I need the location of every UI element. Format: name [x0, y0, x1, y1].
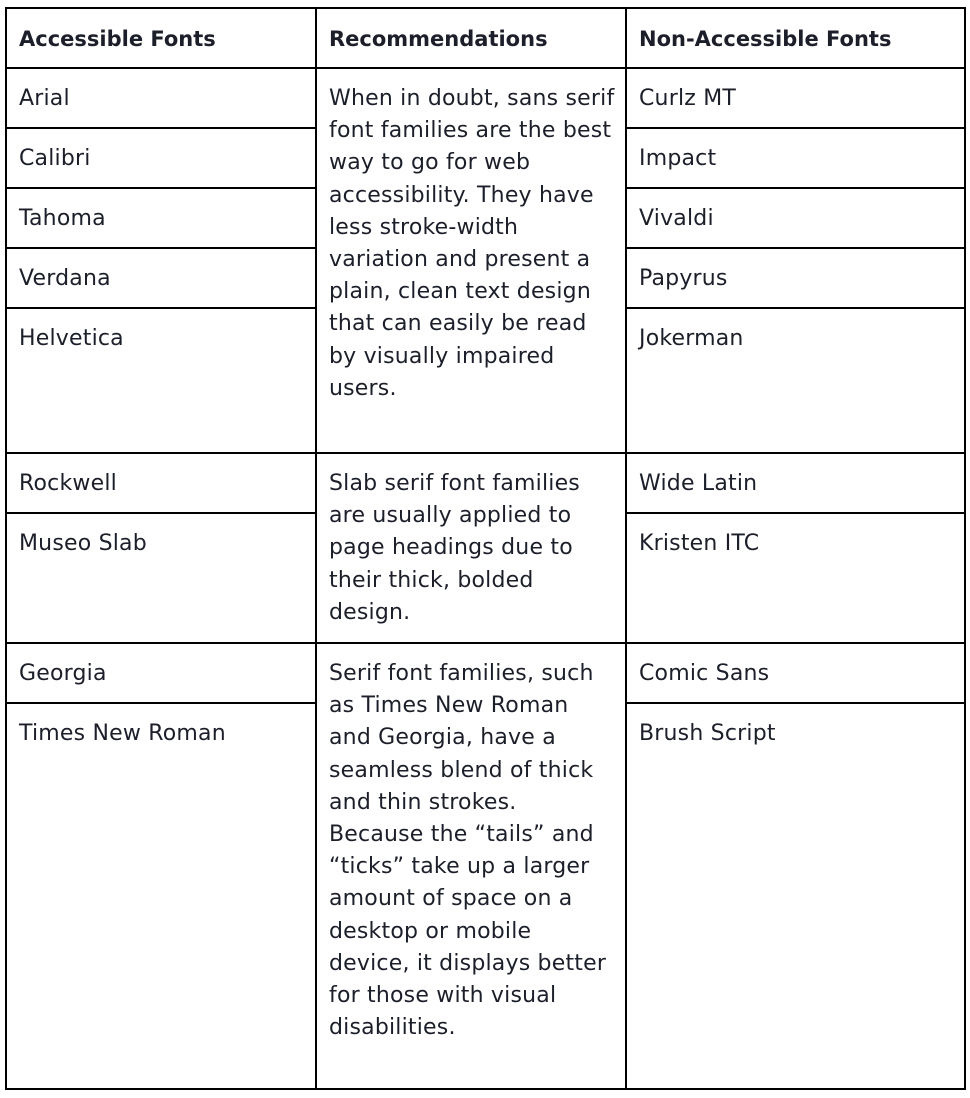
recommendation-sans-serif: When in doubt, sans serif font families are the best way to go for web accessibility. They have less stroke-width variation and present a plain, clean text design that can easily be read by visually impaired users. — [329, 86, 615, 401]
non-accessible-font-cell: Curlz MT — [639, 86, 737, 111]
non-accessible-font-cell: Comic Sans — [639, 661, 770, 686]
non-accessible-font-cell: Papyrus — [639, 266, 728, 291]
header-non-accessible-fonts: Non-Accessible Fonts — [639, 27, 892, 51]
fonts-table — [5, 7, 966, 1090]
accessible-font-cell: Verdana — [19, 266, 111, 291]
non-accessible-font-cell: Jokerman — [639, 326, 744, 351]
non-accessible-font-cell: Impact — [639, 146, 717, 171]
header-accessible-fonts: Accessible Fonts — [19, 27, 216, 51]
header-recommendations: Recommendations — [329, 27, 548, 51]
accessible-font-cell: Rockwell — [19, 471, 117, 496]
accessible-font-cell: Times New Roman — [19, 721, 226, 746]
accessible-font-cell: Museo Slab — [19, 531, 147, 556]
non-accessible-font-cell: Kristen ITC — [639, 531, 760, 556]
non-accessible-font-cell: Vivaldi — [639, 206, 714, 231]
non-accessible-font-cell: Brush Script — [639, 721, 776, 746]
recommendation-serif: Serif font families, such as Times New Roman and Georgia, have a seamless blend of thick and thin strokes. Because the “tails” and “ticks” take up a larger amount of space on a desktop or mobile device, it displays better for those with visual disabilities. — [329, 661, 607, 1041]
non-accessible-font-cell: Wide Latin — [639, 471, 758, 496]
accessible-font-cell: Calibri — [19, 146, 91, 171]
recommendation-slab-serif: Slab serif font families are usually applied to page headings due to their thick, bolded design. — [329, 471, 580, 625]
accessible-font-cell: Georgia — [19, 661, 107, 686]
accessible-font-cell: Tahoma — [19, 206, 106, 231]
accessible-font-cell: Arial — [19, 86, 70, 111]
accessible-font-cell: Helvetica — [19, 326, 124, 351]
